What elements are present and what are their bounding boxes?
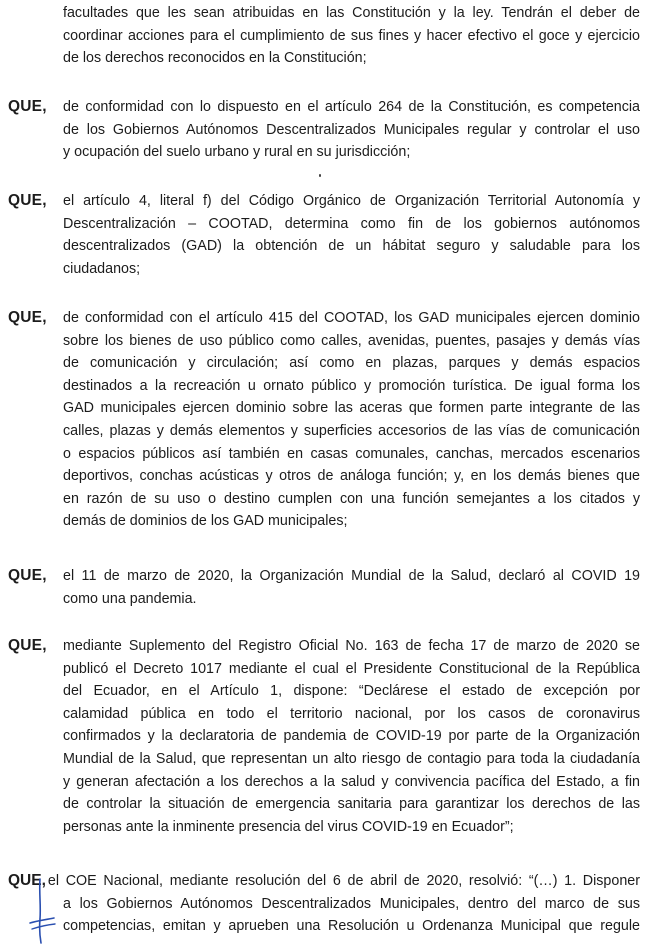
- paragraph-text: [63, 307, 640, 533]
- text-line: a los Gobiernos Autónomos Descentralizados Municipales, dentro del marco de sus: [63, 895, 640, 912]
- que-label: QUE,: [8, 192, 47, 209]
- text-line: de los derechos reconocidos en la Constitución;: [63, 50, 367, 67]
- text-line: facultades que les sean atribuidas en las Constitución y la ley. Tendrán el deber de: [63, 5, 640, 21]
- text-line: ciudadanos;: [63, 260, 141, 277]
- text-line: personas ante la inminente presencia del virus COVID-19 en Ecuador”;: [63, 818, 514, 835]
- paragraph-text: [63, 2, 640, 70]
- text-line: destinados a la recreación u ornato público y promoción turística. De igual forma los: [63, 377, 640, 394]
- text-line: de conformidad con el artículo 415 del COOTAD, los GAD municipales ejercen dominio: [63, 310, 640, 326]
- paragraph-text: [63, 635, 640, 838]
- text-line: calles, plazas y demás elementos y superficies accesorios de las vías de comunicación: [63, 422, 640, 439]
- que-label: QUE,: [8, 309, 47, 326]
- text-line: sobre los bienes de uso público como calles, avenidas, puentes, pasajes y demás vías: [63, 332, 640, 349]
- text-line: GAD municipales ejercen dominio sobre las aceras que formen parte integrante de las: [63, 400, 640, 417]
- text-line: de controlar la situación de emergencia sanitaria para garantizar los derechos de las: [63, 796, 640, 813]
- text-line: de comunicación y circulación; así como en plazas, parques y demás espacios: [63, 355, 640, 372]
- text-line: deportivos, conchas acústicas y otros de análoga función; y, en los demás bienes que: [63, 468, 640, 485]
- text-line: [8, 870, 640, 893]
- paragraph-text: [63, 565, 640, 610]
- text-line: competencias, emitan y aprueben una Resolución u Ordenanza Municipal que regule: [63, 918, 640, 935]
- paragraph-text: [8, 870, 640, 893]
- text-line: confirmados y la declaratoria de pandemia de COVID-19 por parte de la Organización: [63, 728, 640, 745]
- que-label: QUE,: [8, 567, 47, 584]
- text-line: descentralizados (GAD) la obtención de un hábitat seguro y saludable para los: [63, 238, 640, 255]
- text-line: el artículo 4, literal f) del Código Orgánico de Organización Territorial Autonomía y: [63, 193, 640, 209]
- text-line: como una pandemia.: [63, 590, 197, 607]
- text-line: y generan afectación a los derechos a la salud y convivencia pacífica del Estado, a fin: [63, 773, 640, 790]
- text-line: el 11 de marzo de 2020, la Organización Mundial de la Salud, declaró al COVID 19: [63, 568, 640, 584]
- text-line: mediante Suplemento del Registro Oficial No. 163 de fecha 17 de marzo de 2020 se: [63, 638, 640, 654]
- text-line: del Ecuador, en el Artículo 1, dispone: “Declárese el estado de excepción por: [63, 683, 640, 700]
- text-line: y ocupación del suelo urbano y rural en su jurisdicción;: [63, 144, 411, 161]
- first-line-text: el COE Nacional, mediante resolución del 6 de abril de 2020, resolvió: “(…) 1. Disponer: [47, 873, 640, 889]
- text-line: de los Gobiernos Autónomos Descentralizados Municipales regular y controlar el uso: [63, 121, 640, 138]
- paragraph-text-continued: [63, 893, 640, 938]
- text-line: demás de dominios de los GAD municipales;: [63, 513, 348, 530]
- text-line: Mundial de la Salud, que representan un alto riesgo de contagio para toda la ciudadanía: [63, 750, 640, 767]
- text-line: en razón de su uso o destino cumplen con una función semejantes a los citados y: [63, 490, 640, 507]
- paragraph-text: [63, 190, 640, 280]
- stray-mark: [319, 174, 321, 177]
- que-label: QUE,: [8, 872, 46, 889]
- text-line: calamidad pública en todo el territorio nacional, por los casos de coronavirus: [63, 705, 640, 722]
- paragraph-text: [63, 96, 640, 164]
- que-label: QUE,: [8, 637, 47, 654]
- text-line: Descentralización – COOTAD, determina como fin de los gobiernos autónomos: [63, 215, 640, 232]
- text-line: o espacios públicos así también en casas comunales, canchas, mercados escenarios: [63, 445, 640, 462]
- text-line: publicó el Decreto 1017 mediante el cual el Presidente Constitucional de la República: [63, 660, 640, 677]
- text-line: de conformidad con lo dispuesto en el artículo 264 de la Constitución, es competencia: [63, 99, 640, 115]
- handwritten-annotation-icon: [28, 875, 58, 945]
- text-line: coordinar acciones para el cumplimiento de sus fines y hacer efectivo el goce y ejercicio: [63, 27, 640, 44]
- que-label: QUE,: [8, 98, 47, 115]
